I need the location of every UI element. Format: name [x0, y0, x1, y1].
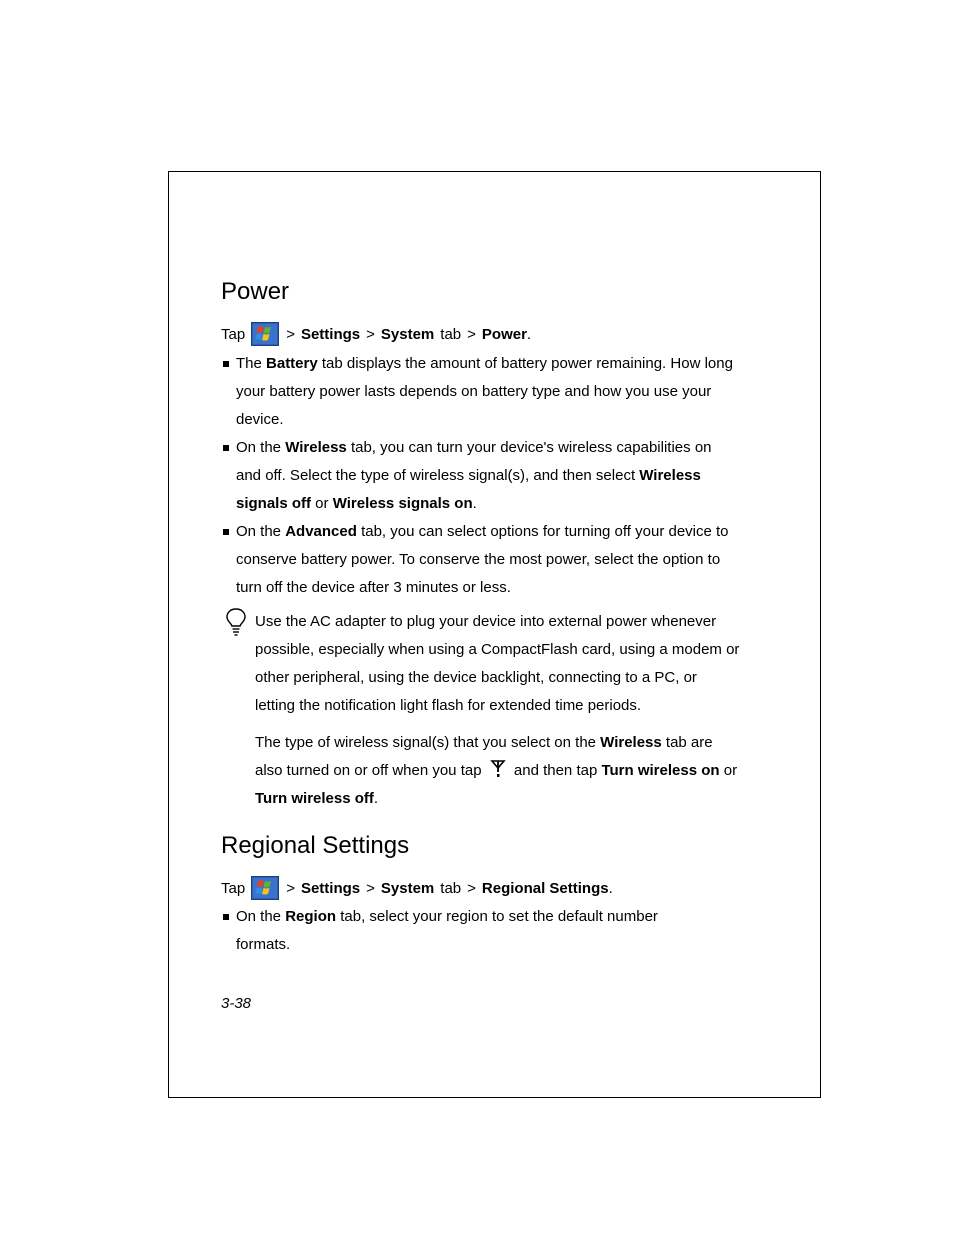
regional-settings-label: Regional Settings — [481, 879, 609, 897]
power-label: Power — [481, 325, 527, 343]
windows-start-icon[interactable] — [251, 322, 279, 346]
bullet-marker — [223, 361, 229, 367]
note-wireless: The type of wireless signal(s) that you select on the Wireless tab are also turned on or off when you tap and then tap Turn wireless on or Turn wireless off. — [255, 734, 738, 807]
bullet-battery: The Battery tab displays the amount of battery power remaining. How long your battery power lasts depends on battery type and how you use your device. — [221, 350, 736, 434]
windows-start-icon[interactable] — [251, 876, 279, 900]
note-ac-adapter: Use the AC adapter to plug your device into external power whenever possible, especially when using a CompactFlash card, using a modem or other peripheral, using the device backlight, connecting to a PC, or letting the notification light flash for extended time periods. — [255, 613, 740, 714]
bullet-marker — [223, 914, 229, 920]
antenna-icon[interactable] — [490, 759, 506, 779]
system-label: System — [380, 879, 435, 897]
settings-label: Settings — [300, 325, 361, 343]
system-label: System — [380, 325, 435, 343]
heading-regional-settings: Regional Settings — [221, 832, 410, 859]
regional-tap-path: Tap > Settings > System tab > Regional Settings . — [221, 876, 613, 900]
settings-label: Settings — [300, 879, 361, 897]
bullet-marker — [223, 445, 229, 451]
lightbulb-icon — [224, 607, 248, 637]
tap-word: Tap — [221, 879, 246, 897]
heading-power: Power — [221, 278, 290, 305]
page-number: 3-38 — [221, 995, 252, 1012]
tap-word: Tap — [221, 325, 246, 343]
bullet-marker — [223, 529, 229, 535]
power-tap-path: Tap > Settings > System tab > Power . — [221, 322, 531, 346]
bullet-region: On the Region tab, select your region to set the default number formats. — [221, 903, 686, 959]
bullet-advanced: On the Advanced tab, you can select options for turning off your device to conserve battery power. To conserve the most power, select the option to turn off the device after 3 minutes or less. — [221, 518, 736, 602]
bullet-wireless: On the Wireless tab, you can turn your device's wireless capabilities on and off. Select the type of wireless signal(s), and then select Wireless signals off or Wireless signals on. — [221, 434, 736, 518]
